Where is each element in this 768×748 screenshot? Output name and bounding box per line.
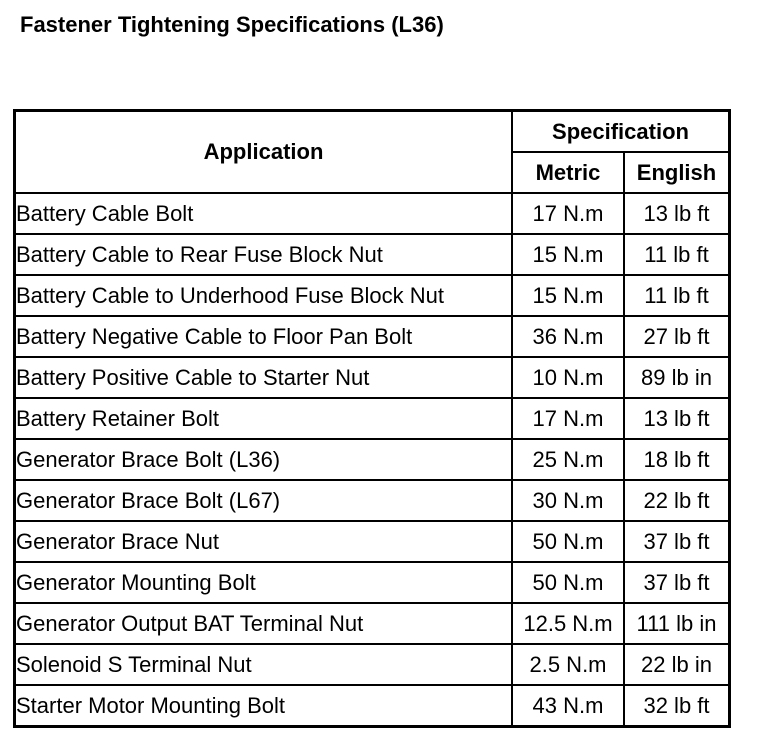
english-cell: 111 lb in <box>624 603 730 644</box>
metric-cell: 25 N.m <box>512 439 624 480</box>
table-row <box>15 398 730 439</box>
table-row <box>15 275 730 316</box>
metric-cell: 12.5 N.m <box>512 603 624 644</box>
application-cell: Battery Cable to Rear Fuse Block Nut <box>15 234 513 275</box>
application-cell: Battery Negative Cable to Floor Pan Bolt <box>15 316 513 357</box>
english-cell: 32 lb ft <box>624 685 730 727</box>
table-row <box>15 562 730 603</box>
header-application: Application <box>15 111 513 194</box>
english-cell: 11 lb ft <box>624 275 730 316</box>
fastener-spec-table <box>13 109 731 728</box>
table-row <box>15 644 730 685</box>
application-cell: Battery Retainer Bolt <box>15 398 513 439</box>
application-cell: Battery Cable Bolt <box>15 193 513 234</box>
metric-cell: 50 N.m <box>512 562 624 603</box>
header-metric: Metric <box>512 152 624 193</box>
header-english: English <box>624 152 730 193</box>
application-cell: Generator Mounting Bolt <box>15 562 513 603</box>
page-title: Fastener Tightening Specifications (L36) <box>20 12 444 37</box>
application-cell: Generator Output BAT Terminal Nut <box>15 603 513 644</box>
metric-cell: 36 N.m <box>512 316 624 357</box>
metric-cell: 15 N.m <box>512 275 624 316</box>
table-row <box>15 357 730 398</box>
metric-cell: 17 N.m <box>512 398 624 439</box>
english-cell: 18 lb ft <box>624 439 730 480</box>
metric-cell: 10 N.m <box>512 357 624 398</box>
table-row <box>15 521 730 562</box>
application-cell: Solenoid S Terminal Nut <box>15 644 513 685</box>
english-cell: 22 lb in <box>624 644 730 685</box>
metric-cell: 17 N.m <box>512 193 624 234</box>
application-cell: Generator Brace Bolt (L36) <box>15 439 513 480</box>
table-row <box>15 685 730 727</box>
application-cell: Generator Brace Bolt (L67) <box>15 480 513 521</box>
table-row <box>15 316 730 357</box>
table-row <box>15 480 730 521</box>
english-cell: 13 lb ft <box>624 193 730 234</box>
english-cell: 22 lb ft <box>624 480 730 521</box>
application-cell: Generator Brace Nut <box>15 521 513 562</box>
english-cell: 27 lb ft <box>624 316 730 357</box>
metric-cell: 2.5 N.m <box>512 644 624 685</box>
english-cell: 11 lb ft <box>624 234 730 275</box>
application-cell: Starter Motor Mounting Bolt <box>15 685 513 727</box>
header-specification: Specification <box>512 111 730 153</box>
table-row <box>15 193 730 234</box>
english-cell: 13 lb ft <box>624 398 730 439</box>
application-cell: Battery Positive Cable to Starter Nut <box>15 357 513 398</box>
table-row <box>15 439 730 480</box>
metric-cell: 50 N.m <box>512 521 624 562</box>
english-cell: 37 lb ft <box>624 521 730 562</box>
table-row <box>15 603 730 644</box>
english-cell: 89 lb in <box>624 357 730 398</box>
table-row <box>15 234 730 275</box>
metric-cell: 15 N.m <box>512 234 624 275</box>
metric-cell: 30 N.m <box>512 480 624 521</box>
application-cell: Battery Cable to Underhood Fuse Block Nut <box>15 275 513 316</box>
metric-cell: 43 N.m <box>512 685 624 727</box>
english-cell: 37 lb ft <box>624 562 730 603</box>
